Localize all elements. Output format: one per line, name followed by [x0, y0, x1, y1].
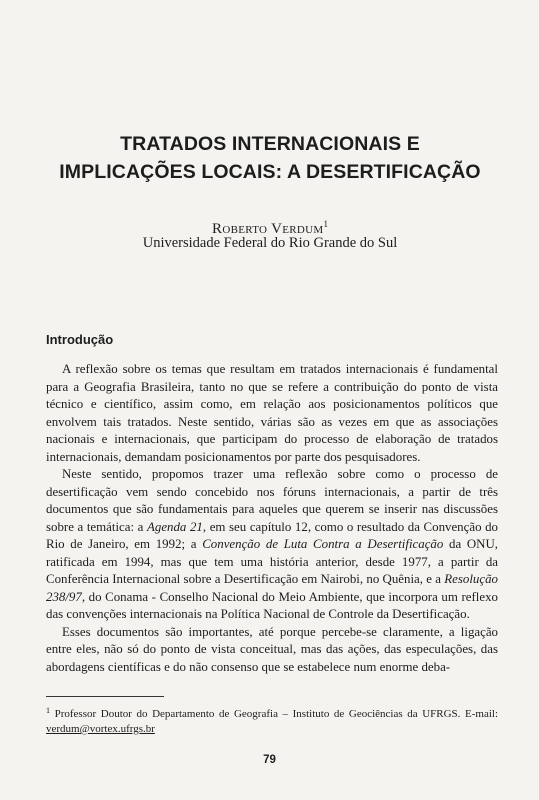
body-paragraph: [46, 624, 498, 677]
footnote-mark: 1: [46, 706, 50, 715]
body-text: [46, 361, 498, 676]
footnote: [46, 703, 498, 737]
paragraph-text: , do Conama - Conselho Nacional do Meio Ambiente, que incorpora um reflexo das convenções internacionais na Política Nacional de Controle da Desertificação.: [46, 589, 498, 621]
section-heading: Introdução: [46, 332, 114, 347]
paragraph-text: da ONU, ratificada em 1994, mas que tem uma história anterior, desde 1977, a partir da Conferência Internacional sobre a Desertificação em Nairobi, no Quênia, e a: [46, 537, 499, 586]
page-number: 79: [263, 754, 276, 766]
article-title-line-2: IMPLICAÇÕES LOCAIS: A DESERTIFICAÇÃO: [59, 161, 481, 183]
italic-citation: Resolução 238/97: [46, 572, 498, 604]
italic-citation: Agenda 21: [147, 519, 203, 534]
footnote-email-link[interactable]: verdum@vortex.ufrgs.br: [46, 723, 155, 735]
paragraph-text: A reflexão sobre os temas que resultam em tratados internacionais é fundamental para a Geografia Brasileira, tanto no que se refere a contribuição do ponto de vista técnico e científico, assim como, em relação aos posicionamentos políticos que envolvem tais tratados. Neste sentido, várias são as vezes em que as associações nacionais e internacionais, que participam do processo de elaboração de tratados internacionais, demandam posicionamentos por parte dos pesquisadores.: [46, 362, 498, 464]
author-affiliation: Universidade Federal do Rio Grande do Sul: [142, 235, 398, 251]
article-title-line-1: TRATADOS INTERNACIONAIS E: [120, 133, 420, 155]
body-paragraph: [46, 466, 498, 624]
body-paragraph: [46, 361, 498, 466]
paragraph-text: Esses documentos são importantes, até porque percebe-se claramente, a ligação entre eles, não só do ponto de vista conceitual, mas das ações, das especulações, das abordagens científicas e do não consenso que se estabelece num enorme deba-: [46, 624, 498, 674]
author-name: Roberto Verdum: [212, 221, 324, 237]
footnote-divider: [46, 696, 164, 697]
footnote-text: Professor Doutor do Departamento de Geografia – Instituto de Geociências da UFRGS. E-mail:: [54, 708, 499, 720]
paragraph-text: , em seu capítulo 12, como o resultado da Convenção do Rio de Janeiro, em 1992; a: [46, 519, 499, 551]
author-footnote-mark: 1: [323, 219, 328, 229]
italic-citation: Convenção de Luta Contra a Desertificação: [202, 537, 444, 551]
paragraph-text: Neste sentido, propomos trazer uma reflexão sobre como o processo de desertificação vem sendo concebido nos fóruns internacionais, a partir de três documentos que são fundamentais para aqueles que querem se inserir nas discussões sobre a temática: a: [46, 467, 498, 534]
